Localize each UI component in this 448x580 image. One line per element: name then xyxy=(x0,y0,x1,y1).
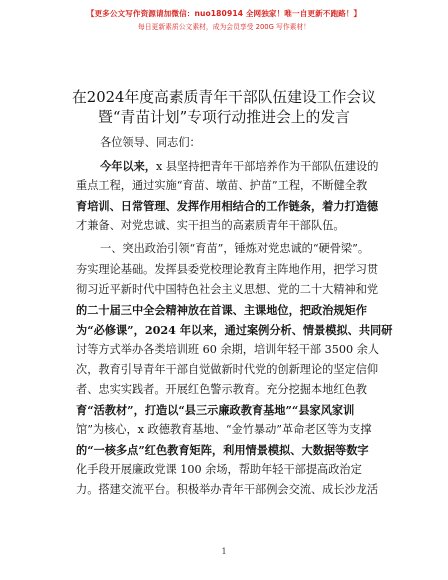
paragraph-line: 力。搭建交流平台。积极举办青年干部例会交流、成长沙龙活 xyxy=(76,483,379,496)
paragraph-line xyxy=(76,323,393,338)
document-title-line-1: 在2024年度高素质青年干部队伍建设工作会议 xyxy=(71,89,376,106)
bold-phrase: 2024 年以来， xyxy=(144,323,225,337)
paragraph-line: 次，教育引导青年干部自觉做新时代党的创新理论的坚定信仰 xyxy=(76,363,379,376)
paragraph-line: 者、忠实实践者。开展红色警示教育。充分挖掘本地红色教 xyxy=(76,383,367,396)
paragraph-line: 的二十届三中全会精神放在首课、主课地位，把政治规矩作 xyxy=(76,303,367,317)
bold-phrase: 为“必修课”， xyxy=(76,323,145,337)
salutation: 各位领导、同志们： xyxy=(100,136,201,149)
paragraph-line: 育培训、日常管理、发挥作用相结合的工作链条，着力打造德 xyxy=(76,199,379,213)
paragraph-line xyxy=(76,443,376,458)
document-title-line-2: 暨“青苗计划”专项行动推进会上的发言 xyxy=(98,109,350,126)
text-span: x 县坚持把青年干部培养作为干部队伍建设的 xyxy=(155,160,379,173)
paragraph-line xyxy=(100,159,379,174)
promo-banner-line-2: 每日更新素质公文素材，成为会员享受 200G 写作素材！ xyxy=(137,23,311,31)
paragraph-line: 讨等方式举办各类培训班 60 余期，培训年轻干部 3500 余人 xyxy=(76,343,380,356)
paragraph-line: 化手段开展廉政党课 100 余场，帮助年轻干部提高政治定 xyxy=(76,463,362,476)
section-heading-1: 一、突出政治引领“育苗”，锤炼对党忠诚的“硬骨梁”。 xyxy=(100,242,370,255)
bold-phrase: 今年以来， xyxy=(100,159,156,173)
paragraph-line: 彻习近平新时代中国特色社会主义思想、党的二十大精神和党 xyxy=(76,283,379,296)
bold-phrase: 通过案例分析、情景模拟、共同研 xyxy=(224,323,393,337)
page-number: 1 xyxy=(221,547,227,556)
paragraph-line: 馆”为核心，x 政德教育基地、“金竹暴动”革命老区等为支撑 xyxy=(76,423,372,436)
bold-phrase: 利用情景模拟、大数据等数字 xyxy=(223,443,369,457)
bold-phrase: 打造以“县三示廉政教育基地”“县家风家训 xyxy=(144,403,355,417)
paragraph-line: 重点工程，通过实施“育苗、墩苗、护苗”工程，不断健全教 xyxy=(76,179,368,192)
bold-phrase: 的“一核多点”红色教育矩阵， xyxy=(76,443,224,457)
bold-phrase: 育“活教材”， xyxy=(76,403,145,417)
promo-banner-line-1: 【更多公文写作资源请加微信：nuo180914 全网独家！唯一自更新不跑路！】 xyxy=(86,9,362,18)
paragraph-line xyxy=(76,403,376,418)
paragraph-line: 夯实理论基础。发挥县委党校理论教育主阵地作用，把学习贯 xyxy=(76,263,379,276)
paragraph-line: 才兼备、对党忠诚、实干担当的高素质青年干部队伍。 xyxy=(76,219,345,232)
